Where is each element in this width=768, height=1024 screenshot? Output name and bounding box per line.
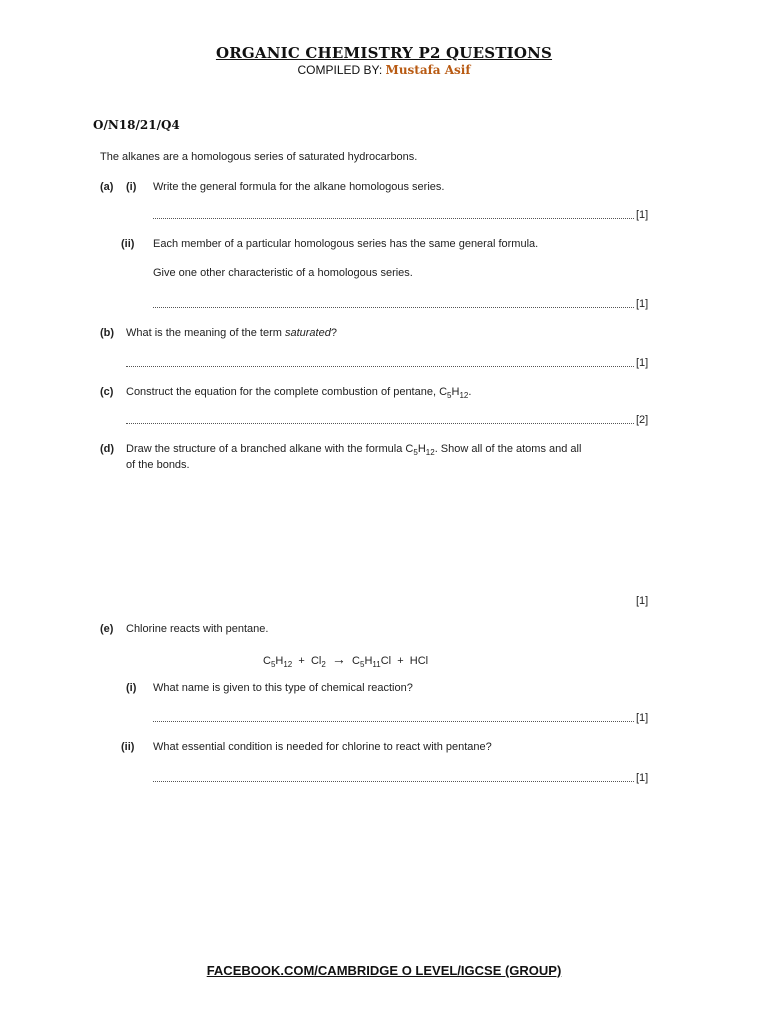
answer-line-b[interactable] (126, 356, 634, 367)
arrow-icon: → (331, 651, 346, 667)
part-a-label: (a) (100, 181, 114, 193)
part-e-ii-text: What essential condition is needed for chlorine to react with pentane? (153, 741, 492, 753)
part-b-label: (b) (100, 327, 115, 339)
question-reference: O/N18/21/Q4 (93, 118, 180, 132)
compiled-label: COMPILED BY: (297, 63, 383, 77)
part-b-text: What is the meaning of the term saturated? (126, 327, 337, 339)
reaction-equation: $C_5H_{12} + Cl_2 \to C_5H_{11}Cl$ + HCl (263, 651, 429, 670)
part-a-ii-text-2: Give one other characteristic of a homologous series. (153, 267, 413, 279)
part-a-i-text: Write the general formula for the alkane homologous series. (153, 181, 445, 193)
part-d-text-1: Draw the structure of a branched alkane with the formula $C_5H_{12}$. Show all of the atoms and all (126, 443, 582, 458)
part-e-i-text: What name is given to this type of chemical reaction? (153, 682, 413, 694)
part-e-ii-label: (ii) (121, 741, 135, 753)
compiled-by (0, 63, 768, 77)
part-e-label: (e) (100, 623, 114, 635)
author-name: Mustafa Asif (385, 63, 471, 77)
mark-d: [1] (636, 595, 649, 607)
part-c-text: Construct the equation for the complete combustion of pentane, $C_5H_{12}$. (126, 386, 472, 401)
part-e-text: Chlorine reacts with pentane. (126, 623, 269, 635)
mark-e-i: [1] (636, 712, 649, 724)
part-a-ii-label: (ii) (121, 238, 135, 250)
part-e-i-label: (i) (126, 682, 137, 694)
answer-line-c[interactable] (126, 413, 634, 424)
drawing-area-d[interactable] (126, 480, 634, 590)
mark-a-i: [1] (636, 209, 649, 221)
answer-line-e-ii[interactable] (153, 771, 634, 782)
answer-line-a-ii[interactable] (153, 297, 634, 308)
mark-a-ii: [1] (636, 298, 649, 310)
answer-line-e-i[interactable] (153, 711, 634, 722)
mark-c: [2] (636, 414, 649, 426)
part-a-i-label: (i) (126, 181, 137, 193)
part-a-ii-text-1: Each member of a particular homologous series has the same general formula. (153, 238, 539, 250)
mark-e-ii: [1] (636, 772, 649, 784)
part-c-label: (c) (100, 386, 114, 398)
footer-link[interactable]: FACEBOOK.COM/CAMBRIDGE O LEVEL/IGCSE (GROUP) (206, 963, 562, 978)
page-title: ORGANIC CHEMISTRY P2 QUESTIONS (215, 44, 553, 62)
intro-text: The alkanes are a homologous series of saturated hydrocarbons. (100, 151, 418, 163)
part-d-text-2: of the bonds. (126, 459, 190, 471)
answer-line-a-i[interactable] (153, 208, 634, 219)
part-d-label: (d) (100, 443, 115, 455)
term-saturated: saturated (284, 327, 331, 339)
mark-b: [1] (636, 357, 649, 369)
